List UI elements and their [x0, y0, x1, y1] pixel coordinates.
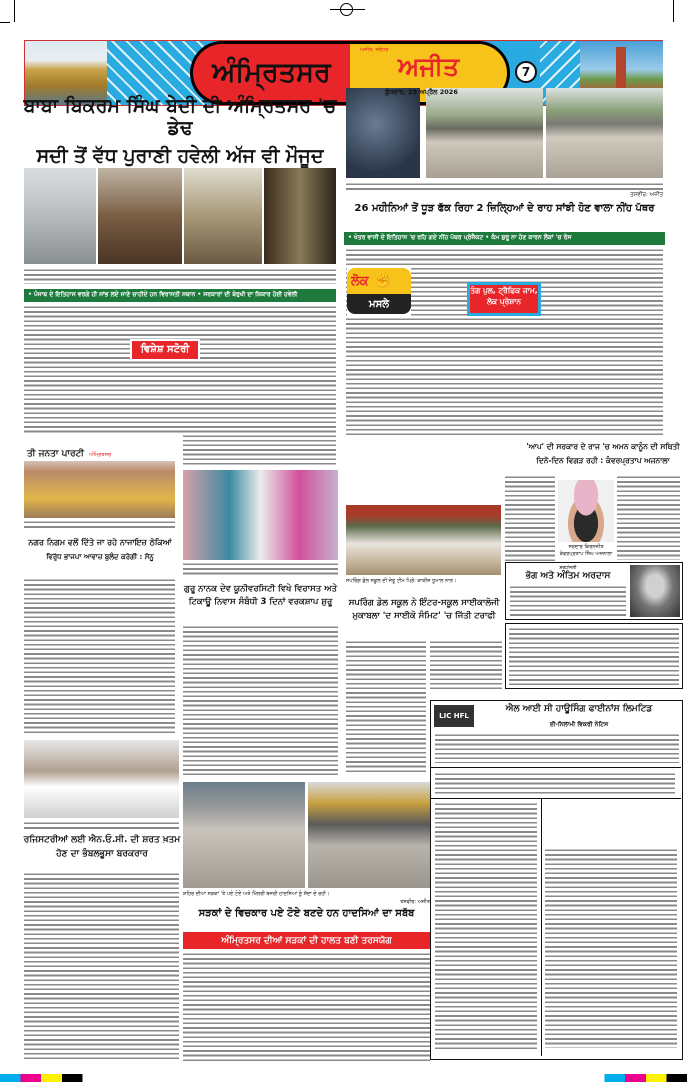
obituary-label: ਸ਼ਰਧਾਂਜਲੀ [559, 566, 577, 571]
lic-hfl-logo-text: LIC HFL [439, 712, 469, 720]
masthead-title-left: ਅੰਮ੍ਰਿਤਸਰ [212, 57, 331, 88]
crop-mark [0, 22, 10, 23]
lic-hfl-title: ਐਲ ਆਈ ਸੀ ਹਾਊਸਿੰਗ ਫਾਈਨਾਂਸ ਲਿਮਟਿਡ [505, 704, 653, 714]
lic-hfl-logo [434, 705, 474, 727]
bridge-headline: 26 ਮਹੀਨਿਆਂ ਤੋਂ ਧੂੜ ਫੱਕ ਰਿਹਾ 2 ਜ਼ਿਲ੍ਹਿਆਂ ਦੇ ਰਾਹ ਸਾਂਝੀ ਹੋਣ ਵਾਲਾ ਨੀਂਹ ਪੱਥਰ [354, 203, 655, 214]
obituary-portrait [630, 565, 680, 617]
special-story-label: ਵਿਸ਼ੇਸ਼ ਸਟੋਰੀ [132, 341, 198, 359]
haveli-headline [22, 96, 338, 168]
legal-notice-ad [505, 623, 683, 689]
masthead-title-right: ਅਜੀਤ [397, 52, 460, 81]
road-photo-credit: ਤਸਵੀਰ: ਅਜੀਤ [400, 899, 430, 905]
road-photo-caption: ਸ਼ਹਿਰ ਦੀਆਂ ਸੜਕਾਂ 'ਤੇ ਪਏ ਟੋਏ ਅਤੇ ਖਿੱਲਰੀ ਬਜਰੀ ਹਾਦਸਿਆਂ ਨੂੰ ਸੱਦਾ ਦੇ ਰਹੀ। [183, 891, 330, 897]
article-body [183, 625, 338, 775]
article-body [183, 952, 430, 1062]
roads-subheadline-bar [183, 932, 430, 949]
color-calibration-bar [0, 1074, 687, 1082]
page-number-badge [515, 61, 537, 83]
registry-meeting-photo [24, 740, 179, 818]
lic-hfl-table [431, 767, 681, 1057]
article-body [505, 475, 555, 570]
haveli-highlights-bar: • ਪੰਜਾਬ ਦੇ ਇਤਿਹਾਸ ਵਰਗੇ ਹੀ ਸਾਂਭ ਲਏ ਜਾਣੇ ਚਾਹੀਦੇ ਹਨ ਵਿਰਾਸਤੀ ਸਥਾਨ • ਸਰਕਾਰਾਂ ਦੀ ਬੇਰੁਖੀ ਦਾ ਸ਼ਿਕਾਰ ਹੋਈ ਹਵੇਲੀ [24, 289, 336, 302]
lok-masle-logo-top: ਲੋਕ [351, 273, 369, 289]
fist-icon: ✊ [374, 273, 391, 289]
gndu-photo-caption [183, 562, 338, 576]
bridge-highlights-bar: • ਖੇਤਰ ਵਾਸੀ ਦੇ ਇਤਿਹਾਸ 'ਚ ਰਹਿ ਗਏ ਨੀਂਹ ਪੱਥਰ ਪ੍ਰੋਜੈਕਟ • ਕੰਮ ਸ਼ੁਰੂ ਨਾ ਹੋਣ ਕਾਰਨ ਲੋਕਾਂ 'ਚ ਰੋਸ [344, 232, 665, 245]
aap-headline: 'ਆਪ' ਦੀ ਸਰਕਾਰ ਦੇ ਰਾਜ 'ਚ ਅਮਨ ਕਾਨੂੰਨ ਦੀ ਸਥਿਤੀ ਦਿਨੋ-ਦਿਨ ਵਿਗੜ ਰਹੀ : ਕੰਵਰਪ੍ਰਤਾਪ ਅਜਨਾਲਾ [526, 442, 680, 465]
haveli-photo-building [184, 168, 262, 264]
haveli-photo-interior [264, 168, 336, 264]
spring-dale-team-photo [346, 505, 501, 575]
issue-date: ਬੁੱਧਵਾਰ, 29 ਅਪ੍ਰੈਲ 2026 [385, 88, 458, 96]
obituary-text [510, 585, 626, 617]
lok-masle-logo [347, 268, 411, 316]
lok-masle-topic: ਤੰਗ ਪੁਲ, ਟ੍ਰੈਫਿਕ ਜਾਮ, ਲੋਕ ਪ੍ਰੇਸ਼ਾਨ [470, 285, 538, 313]
lic-hfl-subtitle: ਈ-ਨਿਲਾਮੀ ਵਿਕਰੀ ਨੋਟਿਸ [549, 721, 609, 728]
bjp-banner-city: ਅੰਮ੍ਰਿਤਸਰ [89, 452, 112, 458]
bridge-photo-credit: ਤਸਵੀਰ: ਅਜੀਤ [630, 192, 663, 198]
haveli-photo-dome [24, 168, 96, 264]
article-body [346, 640, 426, 775]
spring-dale-caption: ਸਪਰਿੰਗ ਡੇਲ ਸਕੂਲ ਦੀ ਜੇਤੂ ਟੀਮ ਪ੍ਰਿੰ: ਕਾਕੀਜ਼ ਧੂਮਾਲ ਨਾਲ। [346, 578, 457, 584]
legal-notice-text [509, 627, 679, 685]
obituary-ad [505, 562, 683, 620]
haveli-headline-line-1: ਬਾਬਾ ਬਿਕਰਮ ਸਿੰਘ ਬੇਦੀ ਦੀ ਅੰਮ੍ਰਿਤਸਰ 'ਚ ਡੇਢ [23, 95, 337, 139]
haveli-photo-arches [98, 168, 182, 264]
bjp-headline-line-1: ਨਗਰ ਨਿਗਮ ਵਲੋਂ ਦਿੱਤੇ ਜਾ ਰਹੇ ਨਾਜਾਇਜ਼ ਠੇਕਿਆਂ [28, 538, 172, 547]
special-story-tag [130, 339, 200, 361]
article-body [24, 578, 175, 736]
article-body [24, 872, 179, 1062]
bjp-banner-text: ਤੀ ਜਨਤਾ ਪਾਰਟੀ [27, 449, 85, 459]
ajnala-portrait [558, 480, 614, 542]
roads-subheadline: ਅੰਮ੍ਰਿਤਸਰ ਦੀਆਂ ਸੜਕਾਂ ਦੀ ਹਾਲਤ ਬਣੀ ਤਰਸਯੋਗ [221, 935, 392, 946]
lok-masle-topic-box [467, 282, 541, 316]
publisher-label: ਅਜੀਤ, ਜਲੰਧਰ [360, 47, 389, 53]
bridge-photo-caption [346, 182, 663, 192]
obituary-title: ਭੋਗ ਅਤੇ ਅੰਤਿਮ ਅਰਦਾਸ [525, 571, 611, 581]
registry-headline: ਰਜਿਸਟਰੀਆਂ ਲਈ ਐਨ.ਓ.ਸੀ. ਦੀ ਸ਼ਰਤ ਖ਼ਤਮ ਹੋਣ ਦਾ ਭੰਬਲਭੂਸਾ ਬਰਕਰਾਰ [23, 835, 181, 860]
title-right-panel [350, 44, 507, 102]
haveli-headline-line-2: ਸਦੀ ਤੋਂ ਵੱਧ ਪੁਰਾਣੀ ਹਵੇਲੀ ਅੱਜ ਵੀ ਮੌਜੂਦ [36, 144, 324, 167]
bridge-road-photo-2 [546, 88, 663, 178]
divider [541, 798, 542, 1056]
page-number: 7 [521, 65, 531, 79]
crop-mark [14, 0, 15, 22]
registration-mark [340, 3, 353, 16]
lic-hfl-table-header [435, 772, 675, 796]
road-pothole-photo-1 [183, 782, 305, 888]
divider [431, 798, 681, 799]
lic-hfl-ad [430, 700, 683, 1060]
roads-headline: ਸੜਕਾਂ ਦੇ ਵਿਚਕਾਰ ਪਏ ਟੋਏ ਬਣਦੇ ਹਨ ਹਾਦਸਿਆਂ ਦਾ ਸਬੱਬ [198, 908, 415, 919]
registry-photo-caption [24, 821, 179, 831]
gndu-workshop-photo [183, 470, 338, 560]
article-body [617, 475, 680, 560]
article-body [183, 305, 336, 465]
lic-hfl-table-col [545, 848, 677, 1048]
portrait-caption-1: ਸਰਦਾਰ ਕਿਰਨਜੀਤ [568, 544, 604, 550]
bjp-headline [22, 538, 178, 561]
portrait-caption-2: ਕੰਵਰਪ੍ਰਤਾਪ ਸਿੰਘ ਅਜਨਾਲਾ [559, 551, 613, 557]
bridge-road-photo-1 [426, 88, 543, 178]
lic-hfl-table-col [435, 802, 537, 1052]
article-body [430, 640, 502, 690]
haveli-photo-caption [24, 268, 336, 284]
title-left-panel [193, 44, 350, 102]
bjp-photo-caption [24, 520, 175, 530]
bjp-headline-line-2: ਵਿਰੁੱਧ ਭਾਜਪਾ ਆਵਾਜ਼ ਬੁਲੰਦ ਕਰੇਗੀ : ਸੋਨੂ [46, 553, 154, 562]
lok-masle-logo-bottom: ਮਸਲੇ [369, 298, 389, 310]
crop-mark [673, 0, 674, 22]
spring-dale-headline: ਸਪਰਿੰਗ ਡੇਲ ਸਕੂਲ ਨੇ ਇੰਟਰ-ਸਕੂਲ ਸਾਈਕਾਲੋਜੀ ਮੁਕਾਬਲਾ 'ਦ ਸਾਈਕੋ ਸੰਮਿਟ' 'ਚ ਜਿੱਤੀ ਟਰਾਫੀ [348, 598, 500, 621]
lic-hfl-notice-text [435, 733, 679, 763]
bjp-meeting-photo [24, 440, 175, 518]
bridge-stone-photo [346, 88, 420, 178]
road-pothole-photo-2 [308, 782, 430, 888]
gndu-headline: ਗੁਰੂ ਨਾਨਕ ਦੇਵ ਯੂਨੀਵਰਸਿਟੀ ਵਿਖੇ ਵਿਰਾਸਤ ਅਤੇ ਟਿਕਾਊ ਨਿਵਾਸ ਸੰਬੰਧੀ 3 ਦਿਨਾਂ ਵਰਕਸ਼ਾਪ ਸ਼ੁਰੂ [184, 584, 337, 607]
